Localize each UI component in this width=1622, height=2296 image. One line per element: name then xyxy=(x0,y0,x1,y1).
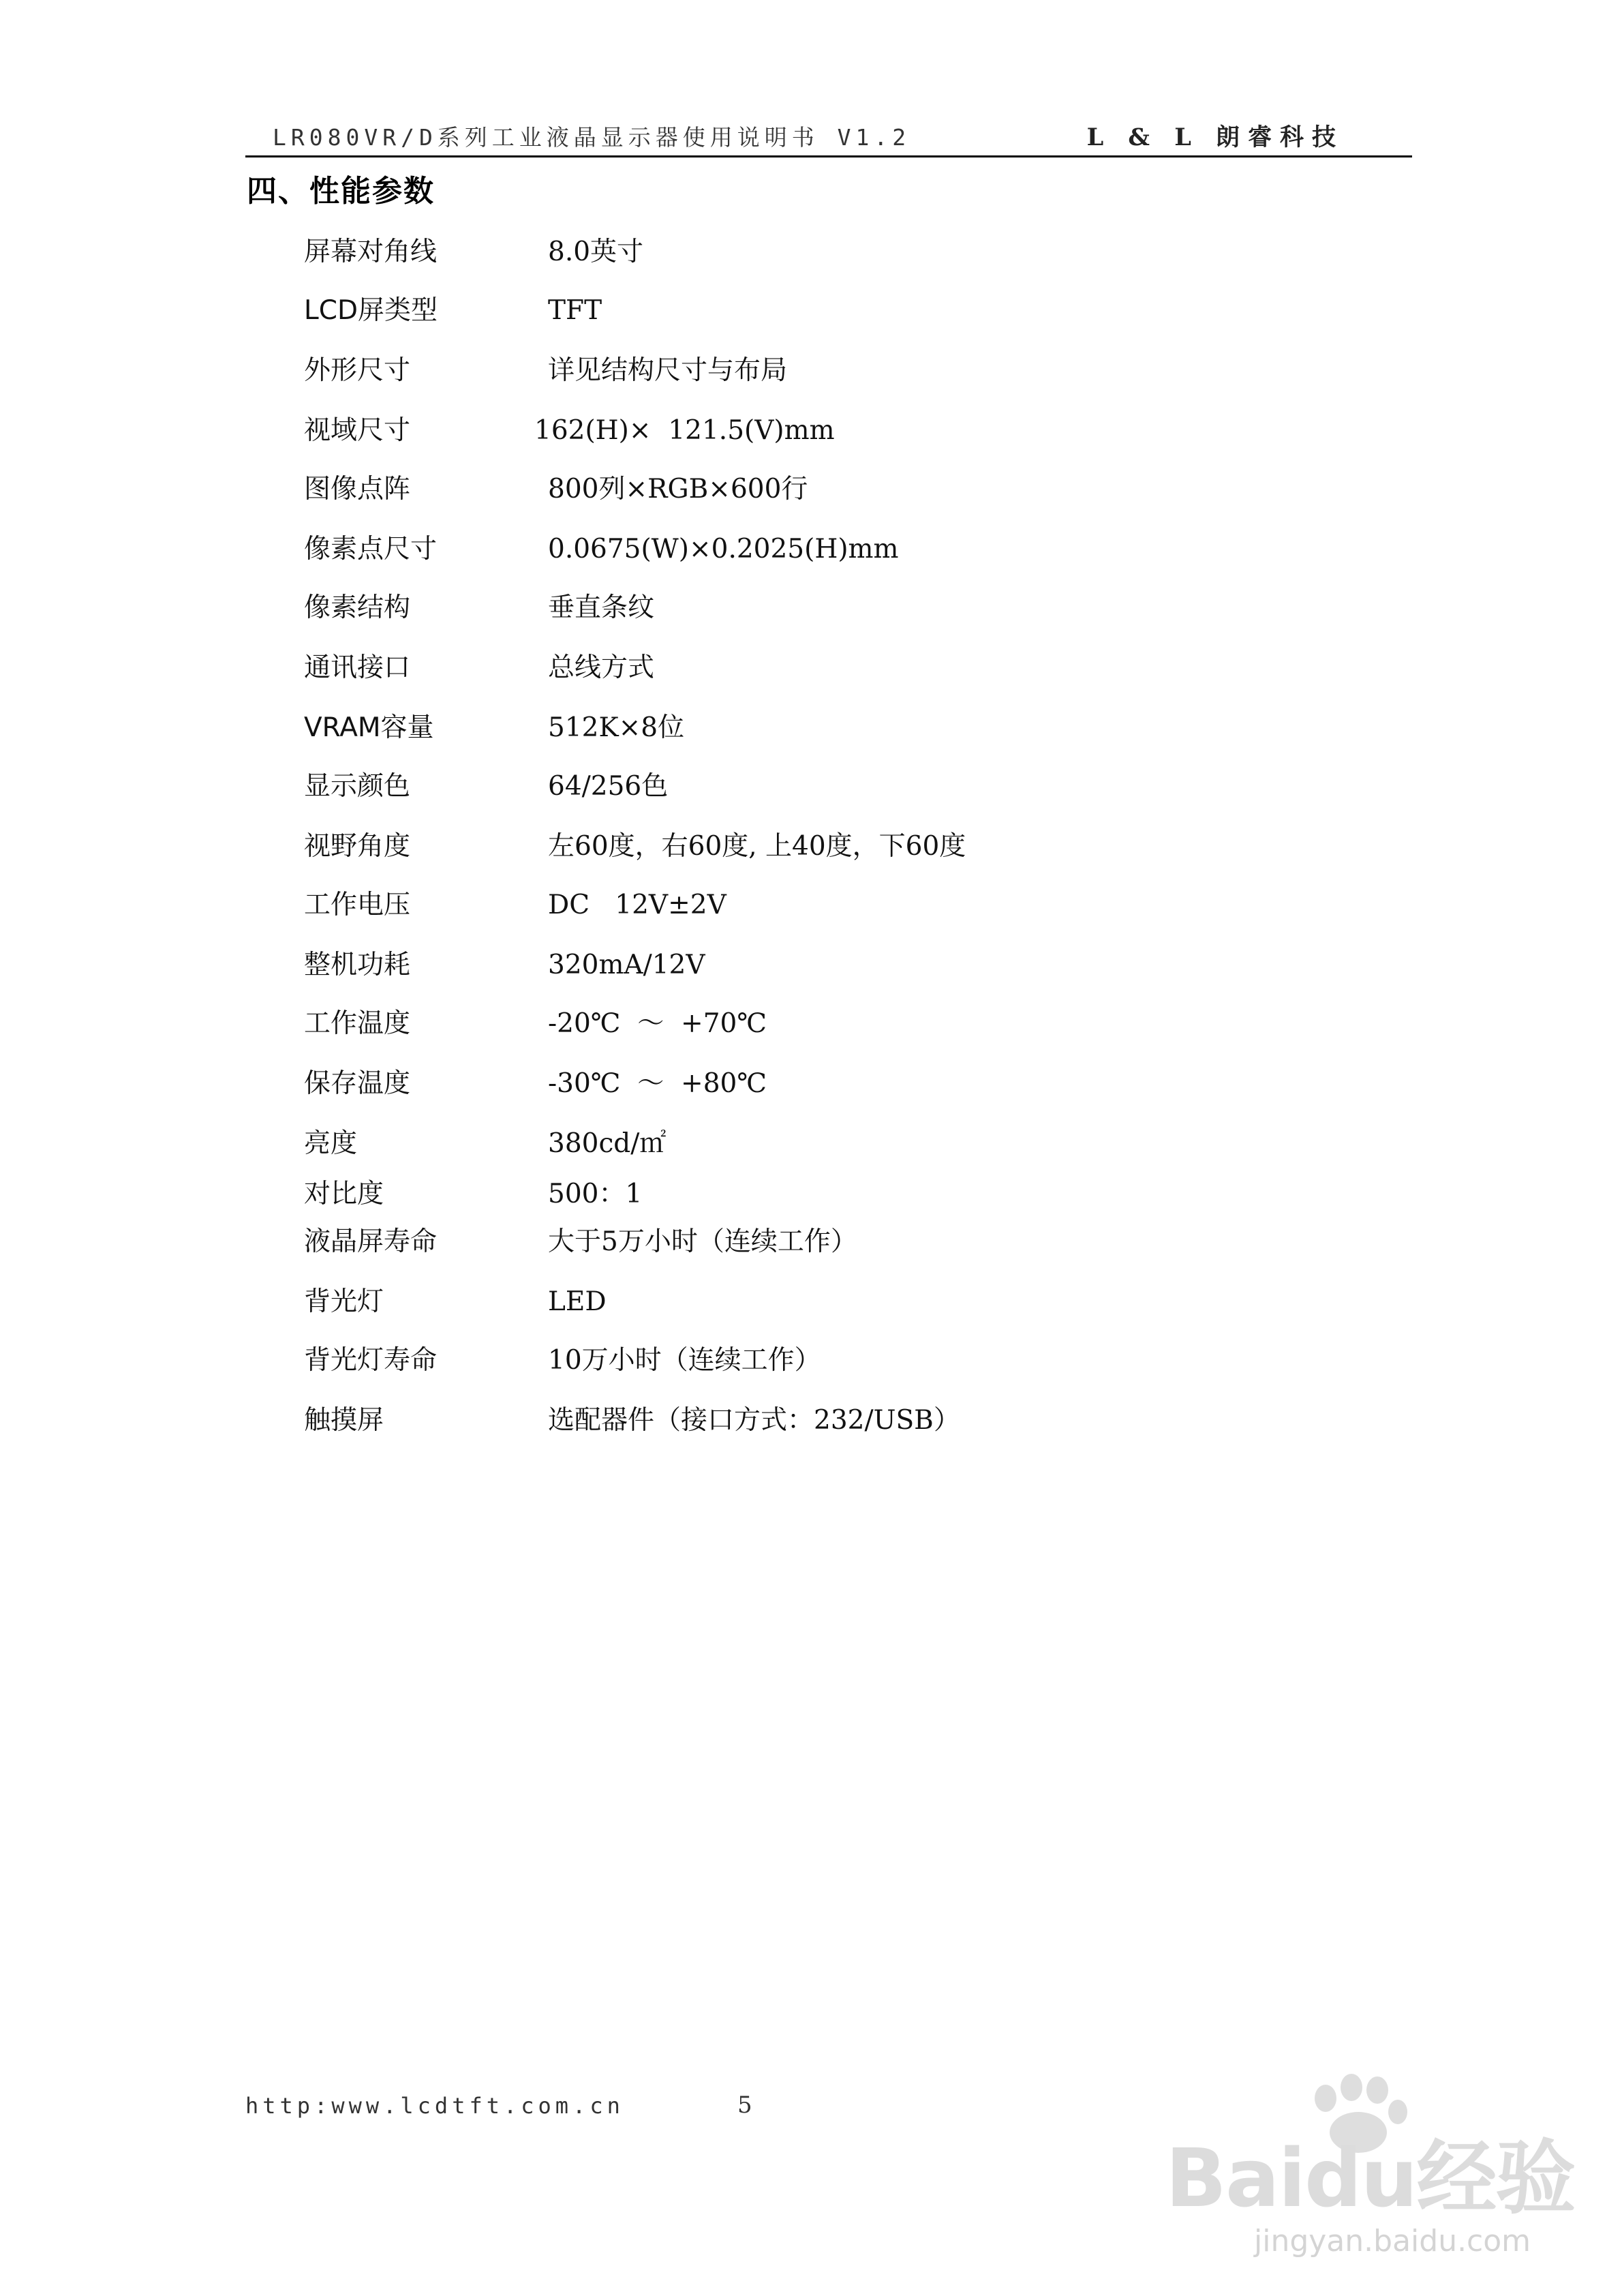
spec-value: LED xyxy=(548,1286,607,1317)
spec-label: VRAM容量 xyxy=(304,712,434,743)
page-header xyxy=(245,115,1412,157)
spec-row xyxy=(0,708,1622,749)
spec-value: 380cd/㎡ xyxy=(548,1128,667,1159)
spec-value: 垂直条纹 xyxy=(548,592,655,623)
spec-value: 8.0英寸 xyxy=(548,237,644,267)
spec-value: 选配器件（接口方式：232/USB） xyxy=(548,1405,960,1436)
spec-row xyxy=(0,1400,1622,1441)
spec-label: 液晶屏寿命 xyxy=(304,1226,438,1257)
spec-row xyxy=(0,1123,1622,1164)
spec-label: 外形尺寸 xyxy=(304,355,411,386)
spec-row xyxy=(0,588,1622,629)
spec-row xyxy=(0,1003,1622,1044)
spec-row xyxy=(0,1222,1622,1263)
spec-value: 162(H)× 121.5(V)mm xyxy=(534,415,835,446)
document-title: LR080VR/D系列工业液晶显示器使用说明书 V1.2 xyxy=(273,124,911,151)
spec-row xyxy=(0,1063,1622,1104)
spec-label: 视域尺寸 xyxy=(304,415,411,446)
spec-row xyxy=(0,350,1622,391)
spec-row xyxy=(0,469,1622,510)
spec-value: 500：1 xyxy=(548,1179,643,1209)
spec-label: 屏幕对角线 xyxy=(304,237,438,267)
spec-label: 像素结构 xyxy=(304,592,411,623)
spec-value: 左60度，右60度, 上40度，下60度 xyxy=(548,831,966,862)
spec-value: DC 12V±2V xyxy=(548,890,726,920)
spec-label: 保存温度 xyxy=(304,1068,411,1099)
watermark-brand: Baidu经验 xyxy=(1165,2131,1575,2225)
spec-row xyxy=(0,826,1622,867)
spec-label: 显示颜色 xyxy=(304,771,411,802)
spec-value: 320mA/12V xyxy=(548,950,705,980)
spec-label: 整机功耗 xyxy=(304,950,411,980)
spec-row xyxy=(0,885,1622,926)
spec-value: -20℃ ～ +70℃ xyxy=(548,1008,767,1039)
spec-row xyxy=(0,232,1622,273)
spec-row xyxy=(0,1340,1622,1381)
spec-label: 背光灯 xyxy=(304,1286,384,1317)
spec-label: 对比度 xyxy=(304,1179,384,1209)
spec-value: 512K×8位 xyxy=(548,712,685,743)
spec-row xyxy=(0,290,1622,331)
spec-value: 64/256色 xyxy=(548,771,669,802)
spec-row xyxy=(0,945,1622,986)
spec-value: 总线方式 xyxy=(548,652,655,683)
spec-value: 800列×RGB×600行 xyxy=(548,474,808,504)
spec-label: LCD屏类型 xyxy=(304,295,438,326)
company-name: L & L 朗睿科技 xyxy=(1086,123,1344,151)
spec-label: 图像点阵 xyxy=(304,474,411,504)
spec-value: TFT xyxy=(548,295,602,326)
spec-value: 10万小时（连续工作） xyxy=(548,1345,821,1376)
spec-value: 大于5万小时（连续工作） xyxy=(548,1226,857,1257)
spec-value: 0.0675(W)×0.2025(H)mm xyxy=(548,534,899,564)
spec-row xyxy=(0,529,1622,570)
page-number: 5 xyxy=(737,2091,752,2119)
spec-row xyxy=(0,1174,1622,1215)
spec-label: 工作电压 xyxy=(304,890,411,920)
section-title: 四、性能参数 xyxy=(247,174,435,209)
spec-label: 亮度 xyxy=(304,1128,358,1159)
spec-label: 视野角度 xyxy=(304,831,411,862)
spec-label: 背光灯寿命 xyxy=(304,1345,438,1376)
spec-value: -30℃ ～ +80℃ xyxy=(548,1068,767,1099)
spec-label: 工作温度 xyxy=(304,1008,411,1039)
spec-row xyxy=(0,766,1622,807)
spec-row xyxy=(0,648,1622,689)
watermark-site: jingyan.baidu.com xyxy=(1254,2224,1531,2259)
spec-label: 通讯接口 xyxy=(304,652,411,683)
baidu-watermark xyxy=(1152,2072,1575,2277)
spec-label: 触摸屏 xyxy=(304,1405,384,1436)
footer-url: http:www.lcdtft.com.cn xyxy=(245,2093,624,2119)
spec-value: 详见结构尺寸与布局 xyxy=(548,355,788,386)
spec-row xyxy=(0,410,1622,451)
spec-row xyxy=(0,1282,1622,1323)
spec-label: 像素点尺寸 xyxy=(304,534,438,564)
